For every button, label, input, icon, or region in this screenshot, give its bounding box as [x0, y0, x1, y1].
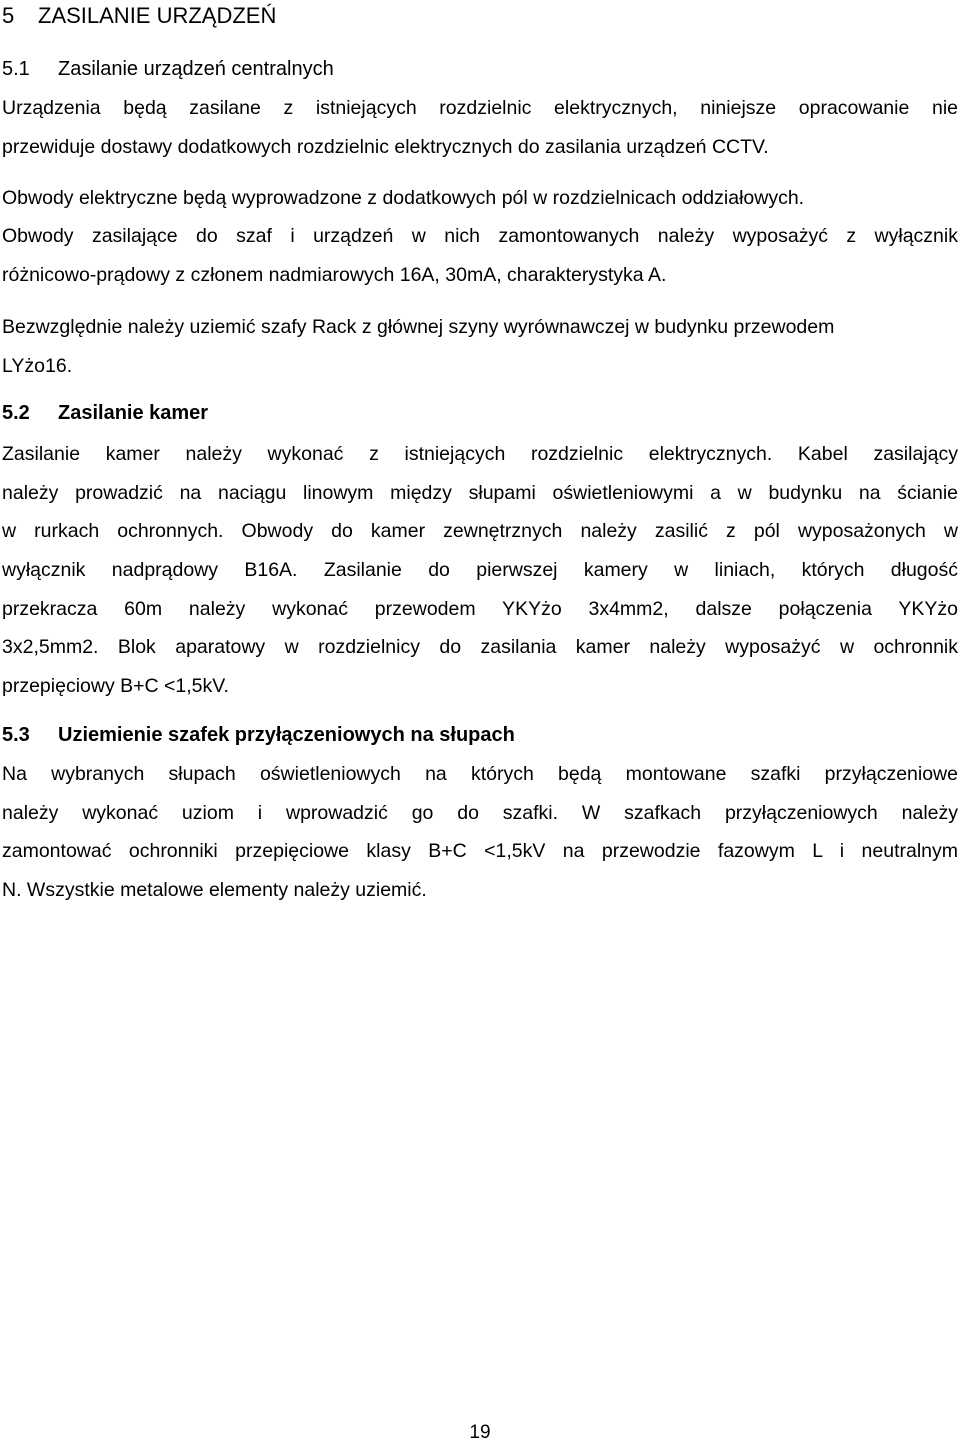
text-line: wyłącznik nadprądowy B16A. Zasilanie do pierwszej kamery w liniach, których długość	[2, 559, 958, 582]
section-heading-5-1	[2, 58, 334, 81]
text-line: należy prowadzić na naciągu linowym między słupami oświetleniowymi a w budynku na ścianie	[2, 481, 958, 504]
section-5-1-paragraph-3	[2, 217, 958, 294]
section-title: Zasilanie kamer	[58, 402, 209, 424]
text-line: LYżo16.	[2, 354, 73, 377]
text-line: przekracza 60m należy wykonać przewodem YKYżo 3x4mm2, dalsze połączenia YKYżo	[2, 597, 958, 620]
section-title: Zasilanie urządzeń centralnych	[58, 58, 334, 80]
text-line: Obwody elektryczne będą wyprowadzone z dodatkowych pól w rozdzielnicach oddziałowych.	[2, 187, 805, 209]
text-line: Zasilanie kamer należy wykonać z istniejących rozdzielnic elektrycznych. Kabel zasilający	[2, 443, 958, 465]
section-heading-5-2	[2, 402, 208, 425]
section-heading-5-3	[2, 724, 515, 747]
text-line: Bezwzględnie należy uziemić szafy Rack z głównej szyny wyrównawczej w budynku przewodem	[2, 316, 835, 338]
section-5-1-paragraph-2	[2, 179, 958, 218]
section-title: Uziemienie szafek przyłączeniowych na słupach	[58, 724, 515, 746]
page-number: 19	[469, 1422, 491, 1443]
text-line: przewiduje dostawy dodatkowych rozdzielnic elektrycznych do zasilania urządzeń CCTV.	[2, 135, 769, 158]
text-line: przepięciowy B+C <1,5kV.	[2, 675, 229, 698]
section-number: 5.1	[2, 58, 30, 80]
text-line: należy wykonać uziom i wprowadzić go do szafki. W szafkach przyłączeniowych należy	[2, 801, 958, 824]
text-line: N. Wszystkie metalowe elementy należy uziemić.	[2, 879, 427, 902]
text-line: różnicowo-prądowy z członem nadmiarowych 16A, 30mA, charakterystyka A.	[2, 263, 667, 286]
section-5-1-paragraph-1	[2, 89, 958, 166]
section-number: 5.2	[2, 402, 30, 424]
section-5-1-paragraph-4	[2, 308, 958, 385]
text-line: Obwody zasilające do szaf i urządzeń w nich zamontowanych należy wyposażyć z wyłącznik	[2, 225, 958, 247]
text-line: zamontować ochronniki przepięciowe klasy B+C <1,5kV na przewodzie fazowym L i neutralnym	[2, 840, 958, 863]
chapter-title: ZASILANIE URZĄDZEŃ	[38, 3, 277, 28]
text-line: Urządzenia będą zasilane z istniejących rozdzielnic elektrycznych, niniejsze opracowanie nie	[2, 97, 958, 119]
section-number: 5.3	[2, 724, 30, 746]
section-5-2-paragraph-1	[2, 435, 958, 706]
section-5-3-paragraph-1	[2, 755, 958, 910]
chapter-number: 5	[2, 3, 15, 28]
text-line: w rurkach ochronnych. Obwody do kamer zewnętrznych należy zasilić z pól wyposażonych w	[2, 520, 958, 543]
chapter-heading	[2, 3, 276, 29]
text-line: 3x2,5mm2. Blok aparatowy w rozdzielnicy do zasilania kamer należy wyposażyć w ochronnik	[2, 636, 958, 659]
text-line: Na wybranych słupach oświetleniowych na których będą montowane szafki przyłączeniowe	[2, 763, 958, 785]
